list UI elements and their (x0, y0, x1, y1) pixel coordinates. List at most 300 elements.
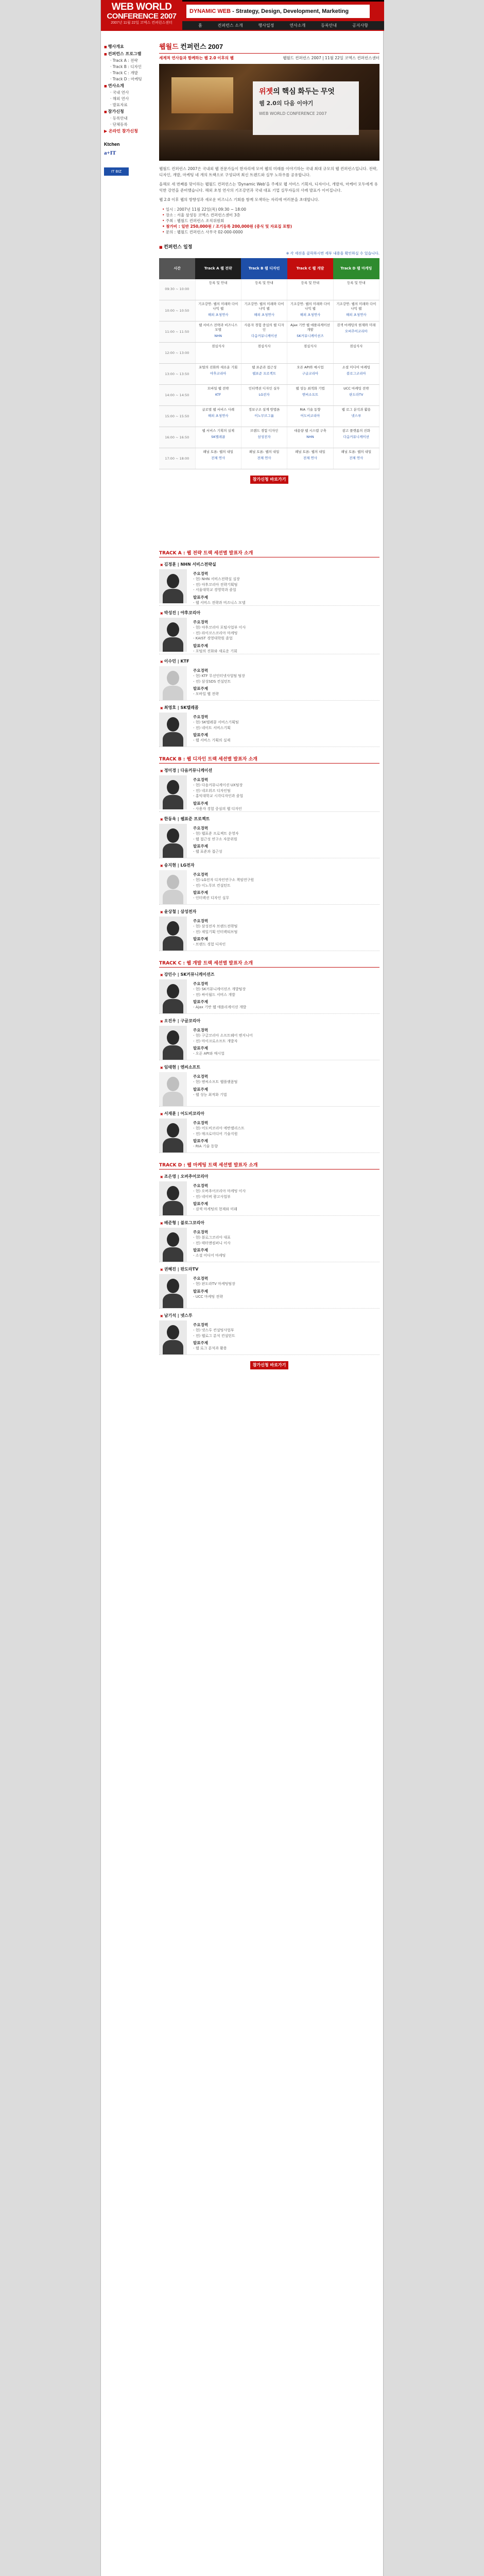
schedule-session[interactable] (333, 448, 379, 469)
schedule-session[interactable] (333, 343, 379, 364)
sidebar-apply-link[interactable]: ▶ 온라인 참가신청 (104, 129, 138, 133)
sponsor-logo-b[interactable]: a+IT (104, 150, 116, 156)
session-title[interactable]: RIA 기술 동향 (300, 408, 321, 412)
topic-label: 발표주제 (193, 733, 208, 737)
session-title[interactable]: 점심식사 (257, 344, 271, 348)
speaker-info (193, 917, 379, 951)
speaker-body (159, 666, 379, 700)
session-speaker-link[interactable]: LG전자 (258, 393, 270, 397)
sidebar-section-3[interactable]: ■ 참가신청 (104, 108, 155, 115)
speaker-profile (159, 610, 379, 654)
speaker-photo (159, 1320, 187, 1354)
schedule-row (159, 364, 379, 385)
schedule-time: 12:00 ~ 13:00 (159, 343, 195, 364)
schedule-session[interactable] (195, 385, 241, 406)
intro-paragraph: 올해로 세 번째를 맞이하는 웹월드 컨퍼런스는 'Dynamic Web'을 주제로 웹 서비스 기획자, 디자이너, 개발자, 마케터 모두에게 유익한 강연을 준비했습니다. 해외 초청 연사의 기조강연과 국내 대표 기업 실무자들의 사례 발표가 이어집니다. (159, 182, 378, 193)
topic-line: - 오픈 API와 매시업 (193, 1051, 379, 1057)
hero-image (159, 64, 379, 161)
hero-headline-rest: 의 핵심 화두는 무엇 (273, 87, 335, 95)
speaker-info (193, 979, 379, 1013)
speaker-photo (159, 666, 187, 700)
session-title[interactable]: 패널 토론: 웹의 내일 (341, 450, 372, 454)
session-title[interactable]: 웹 서비스 전략과 비즈니스 모델 (199, 323, 238, 332)
career-line: - 현) 구글코리아 소프트웨어 엔지니어 (193, 1033, 379, 1039)
schedule-session[interactable] (333, 321, 379, 343)
session-title[interactable]: UCC 마케팅 전략 (343, 386, 369, 391)
schedule-session[interactable] (287, 279, 333, 300)
schedule-session[interactable] (287, 343, 333, 364)
schedule-header-4: Track D 웹 마케팅 (333, 258, 379, 279)
hero-subheadline: 웹 2.0의 다음 이야기 (259, 100, 314, 107)
career-label: 주요경력 (193, 777, 208, 782)
session-title[interactable]: 등록 및 안내 (255, 280, 273, 285)
page-container (100, 0, 384, 2576)
sidebar-section-2[interactable]: ■ 연사소개 (104, 82, 155, 90)
speaker-body (159, 1228, 379, 1262)
speaker-photo (159, 618, 187, 652)
schedule-session[interactable] (241, 321, 287, 343)
session-speaker-link[interactable]: 해외 초청연사 (208, 414, 229, 418)
session-title[interactable]: 기조강연: 웹의 미래와 다이나믹 웹 (336, 302, 376, 311)
banner-prefix: DYNAMIC WEB (189, 8, 231, 14)
schedule-session[interactable] (333, 406, 379, 427)
schedule-session[interactable] (287, 448, 333, 469)
sidebar-item-2-2[interactable]: · 발표자료 (104, 102, 155, 108)
banner-slogan (186, 5, 370, 18)
speaker-name: ▣ 오진우 | 구글코리아 (159, 1018, 379, 1024)
speaker-info (193, 1228, 379, 1262)
career-line: - 현) 넷스루 컨설팅사업부 (193, 1328, 379, 1333)
sidebar-item-1-3[interactable]: · Track D : 마케팅 (104, 76, 155, 82)
schedule-session[interactable] (287, 427, 333, 448)
career-line: - 현) 삼성전자 브랜드전략팀 (193, 924, 379, 929)
session-speaker-link[interactable]: 구글코리아 (302, 371, 319, 376)
topic-label: 발표주제 (193, 1341, 208, 1345)
speaker-photo (159, 1072, 187, 1106)
speaker-profile (159, 972, 379, 1014)
topic-label: 발표주제 (193, 1046, 208, 1050)
session-title[interactable]: 패널 토론: 웹의 내일 (295, 450, 325, 454)
conference-logo[interactable] (101, 0, 182, 30)
session-speaker-link[interactable]: 전체 연사 (257, 456, 271, 460)
speaker-body (159, 775, 379, 811)
schedule-session[interactable] (195, 448, 241, 469)
logo-line3: 2007년 11월 22일 코엑스 컨퍼런스센터 (111, 21, 172, 25)
info-list (159, 207, 379, 235)
speaker-body (159, 1181, 379, 1215)
session-title[interactable]: 기조강연: 웹의 미래와 다이나믹 웹 (290, 302, 331, 311)
career-line: - 전) 태터앤컴퍼니 이사 (193, 1241, 379, 1246)
schedule-session[interactable] (287, 364, 333, 385)
career-line: - 현) SK텔레콤 서비스기획팀 (193, 720, 379, 725)
session-speaker-link[interactable]: 전체 연사 (349, 456, 364, 460)
session-title[interactable]: 패널 토론: 웹의 내일 (203, 450, 233, 454)
nav-item-1[interactable]: 컨퍼런스 소개 (217, 23, 243, 28)
page-title-accent: 웹월드 (159, 43, 179, 50)
session-speaker-link[interactable]: 해외 초청연사 (208, 313, 229, 317)
topic-line: - 웹 서비스 기획의 실제 (193, 738, 379, 743)
session-title[interactable]: 기조강연: 웹의 미래와 다이나믹 웹 (244, 302, 284, 311)
topic-label: 발표주제 (193, 999, 208, 1004)
session-speaker-link[interactable]: SK커뮤니케이션즈 (297, 334, 324, 338)
session-title[interactable]: 인터랙션 디자인 실무 (248, 386, 280, 391)
track-title: TRACK A : 웹 전략 트랙 세션별 발표자 소개 (159, 549, 379, 557)
session-title[interactable]: Ajax 기반 웹 애플리케이션 개발 (290, 323, 330, 332)
session-title[interactable]: 사용자 경험 중심의 웹 디자인 (244, 323, 284, 332)
speaker-profile (159, 862, 379, 905)
topic-label: 발표주제 (193, 595, 208, 600)
schedule-session[interactable] (195, 364, 241, 385)
speaker-photo (159, 713, 187, 747)
career-label: 주요경력 (193, 1276, 208, 1281)
speaker-photo (159, 870, 187, 904)
session-speaker-link[interactable]: 해외 초청연사 (345, 313, 367, 317)
topic-label: 발표주제 (193, 937, 208, 941)
speaker-photo (159, 1274, 187, 1308)
session-title[interactable]: 광고 플랫폼의 진화 (342, 429, 370, 433)
speaker-photo (159, 824, 187, 858)
schedule-time: 09:30 ~ 10:00 (159, 279, 195, 300)
career-line: - 홍익대학교 시각디자인과 졸업 (193, 793, 379, 799)
career-line: - 전) 네이버 광고사업부 (193, 1194, 379, 1200)
schedule-session[interactable] (195, 406, 241, 427)
sidebar-item-2-0[interactable]: · 국내 연사 (104, 90, 155, 96)
session-title[interactable]: 검색 마케팅의 현재와 미래 (337, 323, 376, 327)
speaker-name: ▣ 이수민 | KTF (159, 658, 379, 664)
career-line: - 현) 웹표준 프로젝트 운영자 (193, 831, 379, 837)
schedule-session[interactable] (333, 300, 379, 321)
speaker-body (159, 979, 379, 1013)
schedule-time: 10:00 ~ 10:50 (159, 300, 195, 321)
subtitle-row (159, 55, 379, 61)
nav-item-4[interactable]: 등록안내 (321, 23, 337, 28)
schedule-time: 15:00 ~ 15:50 (159, 406, 195, 427)
info-item: • 참가비 : 일반 250,000원 / 조기등록 200,000원 (중식 및 자료집 포함) (162, 224, 379, 229)
topic-label: 발표주제 (193, 844, 208, 849)
session-title[interactable]: 등록 및 안내 (347, 280, 366, 285)
sidebar-section-0[interactable]: ■ 행사개요 (104, 43, 155, 50)
session-title[interactable]: 포털의 진화와 새로운 기회 (199, 365, 238, 369)
header (101, 0, 384, 30)
career-line: - 현) LG전자 디자인연구소 책임연구원 (193, 877, 379, 883)
session-speaker-link[interactable]: 어도비코리아 (300, 414, 320, 418)
session-title[interactable]: 등록 및 안내 (209, 280, 228, 285)
speaker-profile (159, 768, 379, 812)
career-line: - 전) 이노무브 컨설턴트 (193, 883, 379, 889)
topic-line: - 모바일 웹 전략 (193, 691, 379, 697)
speaker-body (159, 870, 379, 904)
session-speaker-link[interactable]: KTF (215, 393, 221, 397)
schedule-session[interactable] (195, 279, 241, 300)
schedule-row (159, 343, 379, 364)
schedule-row (159, 385, 379, 406)
career-line: - 현) 오버추어코리아 마케팅 이사 (193, 1189, 379, 1194)
speaker-body (159, 1072, 379, 1106)
speaker-profile (159, 1313, 379, 1355)
topic-line: - UCC 마케팅 전략 (193, 1294, 379, 1300)
topic-label: 발표주제 (193, 1289, 208, 1294)
schedule-header-row (159, 258, 379, 279)
speaker-name: ▣ 김정훈 | NHN 서비스전략실 (159, 562, 379, 567)
speaker-photo (159, 1118, 187, 1153)
speaker-name: ▣ 송지현 | LG전자 (159, 862, 379, 868)
logo-line2: CONFERENCE 2007 (107, 12, 177, 21)
speaker-profile (159, 562, 379, 606)
session-title[interactable]: 점심식사 (303, 344, 317, 348)
speaker-info (193, 1320, 379, 1354)
session-title[interactable]: 등록 및 안내 (301, 280, 320, 285)
speaker-info (193, 1072, 379, 1106)
speaker-info (193, 713, 379, 747)
session-title[interactable]: 점심식사 (212, 344, 225, 348)
schedule-time: 16:00 ~ 16:50 (159, 427, 195, 448)
speakers-section (159, 541, 379, 1369)
speaker-photo (159, 979, 187, 1013)
career-label: 주요경력 (193, 1183, 208, 1188)
career-line: - 전) 매크로미디어 기술지원 (193, 1131, 379, 1137)
topic-label: 발표주제 (193, 1201, 208, 1206)
schedule-note: ※ 각 세션을 클릭하시면 세부 내용을 확인하실 수 있습니다. (286, 251, 379, 256)
career-label: 주요경력 (193, 1028, 208, 1032)
speaker-info (193, 569, 379, 605)
schedule-session[interactable] (287, 321, 333, 343)
session-speaker-link[interactable]: 블로그코리아 (346, 371, 366, 376)
speaker-profile (159, 816, 379, 858)
schedule-session[interactable] (241, 406, 287, 427)
session-speaker-link[interactable]: 야후코리아 (210, 371, 227, 376)
info-item: • 장소 : 서울 삼성동 코엑스 컨퍼런스센터 3층 (162, 212, 379, 218)
schedule-session[interactable] (333, 385, 379, 406)
info-item: • 문의 : 웹월드 컨퍼런스 사무국 02-000-0000 (162, 229, 379, 235)
schedule-row (159, 448, 379, 469)
subtitle-right: 웹월드 컨퍼런스 2007 | 11월 22일 코엑스 컨퍼런스센터 (283, 56, 379, 60)
session-title[interactable]: 오픈 API와 매시업 (297, 365, 324, 369)
schedule-session[interactable] (241, 300, 287, 321)
speaker-body (159, 569, 379, 605)
speaker-name: ▣ 최영호 | SK텔레콤 (159, 705, 379, 710)
career-label: 주요경력 (193, 620, 208, 624)
apply-button[interactable]: 참가신청 바로가기 (250, 476, 288, 484)
schedule-session[interactable] (333, 427, 379, 448)
schedule-row (159, 279, 379, 300)
topic-line: - 웹 성능 최적화 기법 (193, 1092, 379, 1098)
speaker-info (193, 618, 379, 654)
info-item: • 주최 : 웹월드 컨퍼런스 조직위원회 (162, 218, 379, 224)
schedule-session[interactable] (287, 300, 333, 321)
sponsor-logo-a[interactable]: Ktchen (104, 142, 120, 147)
speaker-profile (159, 658, 379, 701)
session-title[interactable]: 브랜드 경험 디자인 (250, 429, 279, 433)
speaker-body (159, 618, 379, 654)
session-title[interactable]: 대용량 웹 시스템 구축 (294, 429, 326, 433)
schedule-session[interactable] (241, 343, 287, 364)
schedule-session[interactable] (241, 364, 287, 385)
nav-item-5[interactable]: 공지사항 (352, 23, 368, 28)
subtitle-left: 세계적 연사들과 함께하는 웹 2.0 이후의 웹 (159, 56, 234, 60)
sidebar-item-2-1[interactable]: · 해외 연사 (104, 96, 155, 102)
career-line: - 전) 네오위즈 디자인팀 (193, 788, 379, 794)
schedule-row (159, 321, 379, 343)
session-speaker-link[interactable]: 넷스루 (351, 414, 361, 418)
sidebar-section-1[interactable]: ■ 컨퍼런스 프로그램 (104, 50, 155, 58)
speaker-profile (159, 1064, 379, 1107)
schedule-header-3: Track C 웹 개발 (287, 258, 333, 279)
session-speaker-link[interactable]: 전체 연사 (303, 456, 318, 460)
topic-line: - 인터랙션 디자인 실무 (193, 895, 379, 901)
speaker-photo (159, 775, 187, 809)
speaker-profile (159, 1018, 379, 1060)
session-speaker-link[interactable]: 다음커뮤니케이션 (251, 334, 278, 338)
header-banner (182, 2, 384, 21)
career-label: 주요경력 (193, 872, 208, 877)
sponsor-badge[interactable]: IT BIZ (104, 167, 129, 176)
session-title[interactable]: 웹 서비스 기획의 실제 (202, 429, 235, 433)
schedule-title: ■ 컨퍼런스 일정 (159, 243, 379, 250)
session-speaker-link[interactable]: NHN (306, 435, 314, 439)
page-title (159, 41, 379, 54)
session-title[interactable]: 웹 로그 분석과 활용 (341, 408, 371, 412)
career-line: - 현) 어도비코리아 에반젤리스트 (193, 1126, 379, 1131)
career-line: - 현) NHN 서비스전략실 실장 (193, 577, 379, 582)
career-line: - 현) KTF 무선인터넷사업팀 팀장 (193, 673, 379, 679)
career-line: - 전) 싸이월드 서비스 개발 (193, 992, 379, 998)
schedule-session[interactable] (241, 427, 287, 448)
speaker-body (159, 1274, 379, 1308)
career-line: - 전) 웹로그 분석 컨설턴트 (193, 1333, 379, 1339)
schedule-row (159, 406, 379, 427)
schedule-session[interactable] (195, 300, 241, 321)
nav-item-2[interactable]: 행사일정 (258, 23, 274, 28)
session-speaker-link[interactable]: 이노무브그룹 (254, 414, 274, 418)
sidebar-item-1-2[interactable]: · Track C : 개발 (104, 70, 155, 76)
speaker-info (193, 870, 379, 904)
speaker-profile (159, 705, 379, 747)
session-title[interactable]: 점심식사 (350, 344, 363, 348)
speaker-info (193, 1118, 379, 1153)
session-title[interactable]: 모바일 웹 전략 (207, 386, 229, 391)
career-label: 주요경력 (193, 1074, 208, 1079)
topic-line: - 웹 표준과 접근성 (193, 849, 379, 855)
career-line: - 전) 삼성SDS 컨설턴트 (193, 679, 379, 685)
track-title: TRACK B : 웹 디자인 트랙 세션별 발표자 소개 (159, 755, 379, 764)
schedule-header-0: 시간 (159, 258, 195, 279)
schedule-header-1: Track A 웹 전략 (195, 258, 241, 279)
sidebar-item-3-1[interactable]: · 단체등록 (104, 122, 155, 128)
speaker-info (193, 666, 379, 700)
topic-label: 발표주제 (193, 1087, 208, 1092)
speaker-info (193, 1274, 379, 1308)
topic-line: - RIA 기술 동향 (193, 1144, 379, 1149)
topic-line: - 소셜 미디어 마케팅 (193, 1253, 379, 1259)
sidebar-item-1-0[interactable]: · Track A : 전략 (104, 58, 155, 64)
nav-item-3[interactable]: 연사소개 (289, 23, 306, 28)
schedule-session[interactable] (333, 279, 379, 300)
speaker-profile (159, 1220, 379, 1262)
schedule-session[interactable] (241, 385, 287, 406)
nav-item-0[interactable]: 홈 (198, 23, 202, 28)
sidebar-item-3-0[interactable]: · 등록안내 (104, 115, 155, 122)
top-nav (182, 21, 384, 30)
sidebar (104, 43, 155, 176)
session-speaker-link[interactable]: 해외 초청연사 (300, 313, 321, 317)
track-title: TRACK D : 웹 마케팅 트랙 세션별 발표자 소개 (159, 1161, 379, 1170)
speaker-name: ▣ 강민수 | SK커뮤니케이션즈 (159, 972, 379, 977)
session-speaker-link[interactable]: 다음커뮤니케이션 (343, 435, 369, 439)
session-speaker-link[interactable]: 엔씨소프트 (302, 393, 319, 397)
schedule-session[interactable] (195, 427, 241, 448)
schedule-row (159, 300, 379, 321)
intro-paragraph: 웹 2.0 이후 웹의 방향성과 새로운 비즈니스 기회를 함께 모색하는 자리에 여러분을 초대합니다. (159, 197, 319, 202)
topic-label: 발표주제 (193, 890, 208, 895)
speaker-photo (159, 1228, 187, 1262)
career-label: 주요경력 (193, 668, 208, 673)
session-title[interactable]: 패널 토론: 웹의 내일 (249, 450, 280, 454)
speaker-photo (159, 1026, 187, 1060)
session-speaker-link[interactable]: NHN (214, 334, 222, 338)
speaker-name: ▣ 서재훈 | 어도비코리아 (159, 1111, 379, 1116)
session-title[interactable]: 정보구조 설계 방법론 (248, 408, 280, 412)
session-speaker-link[interactable]: 오버추어코리아 (344, 329, 368, 333)
speaker-name: ▣ 권혜진 | 판도라TV (159, 1266, 379, 1272)
session-title[interactable]: 웹 표준과 접근성 (252, 365, 277, 369)
topic-line: - Ajax 기반 웹 애플리케이션 개발 (193, 1005, 379, 1010)
session-title[interactable]: 기조강연: 웹의 미래와 다이나믹 웹 (198, 302, 238, 311)
schedule-session[interactable] (287, 385, 333, 406)
speaker-profile (159, 909, 379, 951)
session-speaker-link[interactable]: SK텔레콤 (211, 435, 226, 439)
session-speaker-link[interactable]: 웹표준 프로젝트 (252, 371, 276, 376)
speaker-body (159, 1320, 379, 1354)
header-divider (101, 30, 384, 31)
schedule-session[interactable] (287, 406, 333, 427)
speaker-name: ▣ 임태현 | 엔씨소프트 (159, 1064, 379, 1070)
speaker-name: ▣ 남기석 | 넷스루 (159, 1313, 379, 1318)
schedule-session[interactable] (195, 321, 241, 343)
speaker-info (193, 1026, 379, 1060)
schedule-time: 14:00 ~ 14:50 (159, 385, 195, 406)
career-line: - 전) 라이코스코리아 마케팅 (193, 631, 379, 636)
topic-label: 발표주제 (193, 1139, 208, 1143)
schedule-row (159, 427, 379, 448)
bottom-apply-button[interactable]: 참가신청 바로가기 (250, 1361, 288, 1369)
session-speaker-link[interactable]: 삼성전자 (257, 435, 271, 439)
speaker-body (159, 1026, 379, 1060)
speaker-photo (159, 1181, 187, 1215)
schedule-session[interactable] (241, 448, 287, 469)
topic-line: - 포털의 진화와 새로운 기회 (193, 649, 379, 654)
schedule-session[interactable] (333, 364, 379, 385)
session-speaker-link[interactable]: 전체 연사 (211, 456, 226, 460)
career-label: 주요경력 (193, 715, 208, 719)
topic-label: 발표주제 (193, 643, 208, 648)
logo-line1: WEB WORLD (111, 2, 172, 12)
career-line: - 전) 제일기획 인터랙티브팀 (193, 929, 379, 935)
page-title-rest: 컨퍼런스 2007 (178, 43, 223, 50)
hero-panel (253, 81, 359, 135)
speaker-info (193, 775, 379, 811)
session-title[interactable]: 웹 성능 최적화 기법 (296, 386, 325, 391)
sidebar-item-1-1[interactable]: · Track B : 디자인 (104, 64, 155, 70)
session-title[interactable]: 글로벌 웹 서비스 사례 (202, 408, 235, 412)
session-speaker-link[interactable]: 판도라TV (349, 393, 364, 397)
career-line: - 현) 판도라TV 마케팅팀장 (193, 1281, 379, 1287)
career-line: - 현) 다음커뮤니케이션 UX팀장 (193, 783, 379, 788)
session-speaker-link[interactable]: 해외 초청연사 (254, 313, 274, 317)
schedule-session[interactable] (195, 343, 241, 364)
session-title[interactable]: 소셜 미디어 마케팅 (342, 365, 370, 369)
schedule-session[interactable] (241, 279, 287, 300)
hero-headline-accent: 위젯 (259, 87, 273, 95)
